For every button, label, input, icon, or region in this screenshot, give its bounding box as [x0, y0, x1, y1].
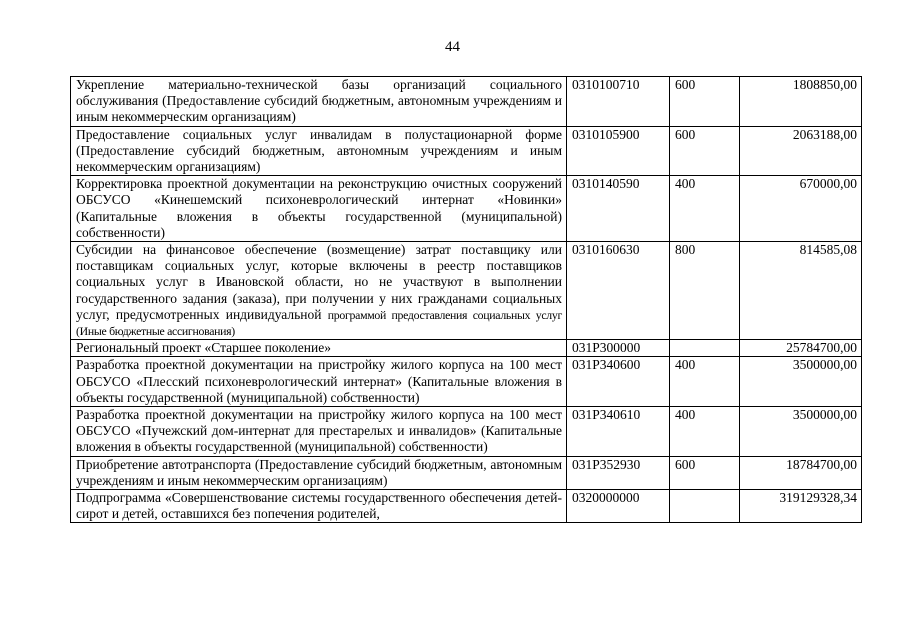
expense-name-cell: Приобретение автотранспорта (Предоставление субсидий бюджетным, автономным учреждениям и иным некоммерческим организациям)	[71, 456, 567, 489]
expense-name-cell: Корректировка проектной документации на реконструкцию очистных сооружений ОБСУСО «Кинешемский психоневрологический интернат «Новинки» (Капитальные вложения в объекты государственной (муниципальной) собственности)	[71, 176, 567, 242]
amount-cell: 1808850,00	[740, 77, 862, 127]
amount-cell: 2063188,00	[740, 126, 862, 176]
expense-name-cell: Укрепление материально-технической базы организаций социального обслуживания (Предоставление субсидий бюджетным, автономным учреждениям и иным некоммерческим организациям)	[71, 77, 567, 127]
table-row	[71, 126, 862, 176]
target-code-cell: 031P340600	[567, 357, 670, 407]
table-row	[71, 340, 862, 357]
table-row	[71, 490, 862, 523]
expense-type-cell: 800	[670, 242, 740, 340]
table-row	[71, 242, 862, 340]
expense-type-cell: 400	[670, 407, 740, 457]
expense-name-cell	[71, 242, 567, 340]
table-row	[71, 357, 862, 407]
target-code-cell: 031P340610	[567, 407, 670, 457]
expense-name-tail: программой предоставления социальных услуг (Иные бюджетные ассигнования)	[76, 307, 563, 339]
target-code-cell: 0310105900	[567, 126, 670, 176]
target-code-cell: 031P352930	[567, 456, 670, 489]
table-row	[71, 176, 862, 242]
table-row	[71, 407, 862, 457]
target-code-cell: 0320000000	[567, 490, 670, 523]
amount-cell: 3500000,00	[740, 357, 862, 407]
expense-type-cell: 600	[670, 126, 740, 176]
amount-cell: 18784700,00	[740, 456, 862, 489]
expense-type-cell: 400	[670, 176, 740, 242]
page-number: 44	[445, 39, 460, 55]
target-code-cell: 0310160630	[567, 242, 670, 340]
target-code-cell: 0310100710	[567, 77, 670, 127]
target-code-cell: 031P300000	[567, 340, 670, 357]
expense-name-cell: Разработка проектной документации на пристройку жилого корпуса на 100 мест ОБСУСО «Пучежский дом-интернат для престарелых и инвалидов» (Капитальные вложения в объекты государственной (муниципальной) собственности)	[71, 407, 567, 457]
expense-name-cell: Предоставление социальных услуг инвалидам в полустационарной форме (Предоставление субсидий бюджетным, автономным учреждениям и иным некоммерческим организациям)	[71, 126, 567, 176]
amount-cell: 25784700,00	[740, 340, 862, 357]
expense-name-cell: Подпрограмма «Совершенствование системы государственного обеспечения детей-сирот и детей, оставшихся без попечения родителей,	[71, 490, 567, 523]
expense-type-cell: 400	[670, 357, 740, 407]
expense-name-cell: Разработка проектной документации на пристройку жилого корпуса на 100 мест ОБСУСО «Плесский психоневрологический интернат» (Капитальные вложения в объекты государственной (муниципальной) собственности)	[71, 357, 567, 407]
expense-type-cell	[670, 340, 740, 357]
amount-cell: 670000,00	[740, 176, 862, 242]
amount-cell: 3500000,00	[740, 407, 862, 457]
amount-cell: 319129328,34	[740, 490, 862, 523]
expense-type-cell: 600	[670, 456, 740, 489]
budget-table	[70, 76, 862, 523]
target-code-cell: 0310140590	[567, 176, 670, 242]
amount-cell: 814585,08	[740, 242, 862, 340]
expense-type-cell	[670, 490, 740, 523]
expense-name-text: Субсидии на финансовое обеспечение (возмещение) затрат поставщику или поставщикам социальных услуг, которые включены в реестр поставщиков социальных услуг в Ивановской области, но не участвуют в выполнении государственного задания (заказа), при получении у них гражданами социальных услуг, предусмотренных индивидуальной	[76, 242, 562, 322]
table-row	[71, 456, 862, 489]
expense-name-cell: Региональный проект «Старшее поколение»	[71, 340, 567, 357]
expense-type-cell: 600	[670, 77, 740, 127]
table-row	[71, 77, 862, 127]
